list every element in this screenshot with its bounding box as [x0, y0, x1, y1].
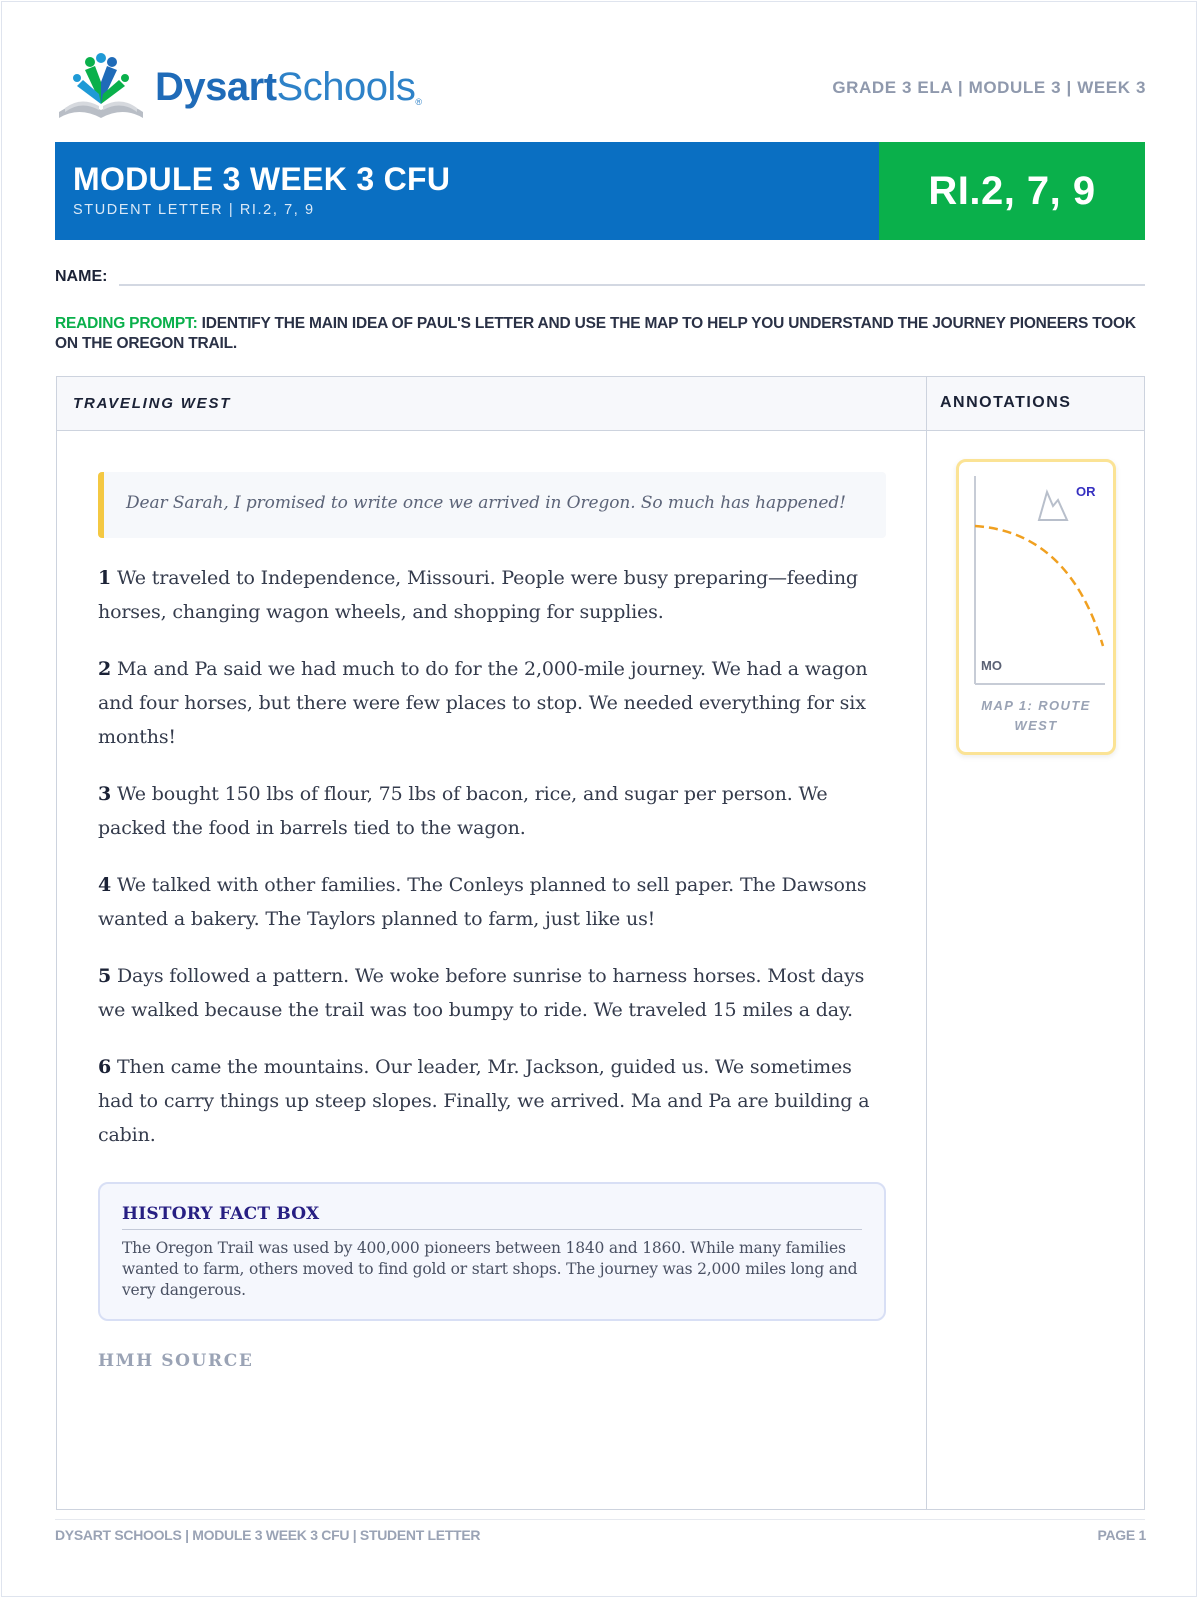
paragraph-number: 5	[98, 965, 112, 987]
annotations-header: ANNOTATIONS	[940, 394, 1072, 411]
banner-title-area	[55, 142, 879, 240]
letter-greeting: Dear Sarah, I promised to write once we arrived in Oregon. So much has happened!	[98, 472, 886, 538]
route-map-card	[956, 459, 1116, 755]
footer-divider	[55, 1519, 1145, 1520]
paragraph-number: 6	[98, 1056, 112, 1078]
title-banner	[55, 142, 1145, 240]
prompt-text: IDENTIFY THE MAIN IDEA OF PAUL'S LETTER AND USE THE MAP TO HELP YOU UNDERSTAND THE JOURNEY PIONEERS TOOK ON THE OREGON TRAIL.	[55, 315, 1136, 352]
header-meta: GRADE 3 ELA | MODULE 3 | WEEK 3	[832, 78, 1146, 97]
paragraph-6	[98, 1050, 886, 1152]
history-fact-box	[98, 1182, 886, 1321]
paragraph-number: 1	[98, 567, 112, 589]
passage-title: TRAVELING WEST	[73, 395, 232, 412]
paragraph-3	[98, 777, 886, 845]
logo-dysart: Dysart	[155, 65, 277, 109]
route-line	[975, 526, 1103, 646]
map-label-missouri: MO	[981, 658, 1002, 673]
fact-box-title: HISTORY FACT BOX	[122, 1204, 862, 1230]
dysart-logo	[55, 52, 421, 122]
paragraph-2	[98, 652, 886, 754]
paragraph-text: Then came the mountains. Our leader, Mr. Jackson, guided us. We sometimes had to carry things up steep slopes. Finally, we arrived. Ma and Pa are building a cabin.	[98, 1056, 870, 1146]
footer-text: DYSART SCHOOLS | MODULE 3 WEEK 3 CFU | STUDENT LETTER	[55, 1527, 481, 1543]
page-subtitle: STUDENT LETTER | RI.2, 7, 9	[73, 202, 315, 219]
name-label: NAME:	[55, 268, 108, 285]
reading-table	[56, 376, 1145, 1510]
prompt-label: READING PROMPT:	[55, 315, 198, 332]
paragraph-text: We talked with other families. The Conleys planned to sell paper. The Dawsons wanted a bakery. The Taylors planned to farm, just like us!	[98, 874, 867, 930]
page-number: PAGE 1	[1097, 1527, 1146, 1543]
paragraph-number: 4	[98, 874, 112, 896]
name-row	[55, 266, 1145, 286]
source-credit: HMH SOURCE	[98, 1351, 254, 1371]
page-title: MODULE 3 WEEK 3 CFU	[73, 161, 451, 197]
logo-registered-mark: ®	[415, 97, 422, 107]
fact-box-text: The Oregon Trail was used by 400,000 pioneers between 1840 and 1860. While many families wanted to farm, others moved to find gold or start shops. The journey was 2,000 miles long and very dangerous.	[122, 1239, 858, 1299]
column-divider	[926, 377, 927, 1509]
reading-prompt	[55, 314, 1145, 354]
paragraph-5	[98, 959, 886, 1027]
map-label-oregon: OR	[1076, 484, 1096, 499]
paragraph-text: Ma and Pa said we had much to do for the 2,000-mile journey. We had a wagon and four horses, but there were few places to stop. We needed everything for six months!	[98, 658, 868, 748]
name-field[interactable]	[119, 266, 1145, 286]
paragraph-1	[98, 561, 886, 629]
mountain-icon	[1039, 492, 1067, 520]
paragraph-4	[98, 868, 886, 936]
paragraph-text: Days followed a pattern. We woke before sunrise to harness horses. Most days we walked because the trail was too bumpy to ride. We traveled 15 miles a day.	[98, 965, 865, 1021]
paragraph-number: 3	[98, 783, 112, 805]
paragraph-number: 2	[98, 658, 112, 680]
passage-content	[98, 472, 886, 1371]
standards-badge: RI.2, 7, 9	[879, 142, 1145, 240]
paragraph-text: We traveled to Independence, Missouri. People were busy preparing—feeding horses, changing wagon wheels, and shopping for supplies.	[98, 567, 858, 623]
logo-schools: Schools	[276, 65, 416, 109]
map-caption: MAP 1: ROUTE WEST	[981, 698, 1091, 733]
paragraph-text: We bought 150 lbs of flour, 75 lbs of bacon, rice, and sugar per person. We packed the food in barrels tied to the wagon.	[98, 783, 828, 839]
logo-wordmark	[155, 67, 421, 107]
book-people-icon	[55, 52, 147, 122]
